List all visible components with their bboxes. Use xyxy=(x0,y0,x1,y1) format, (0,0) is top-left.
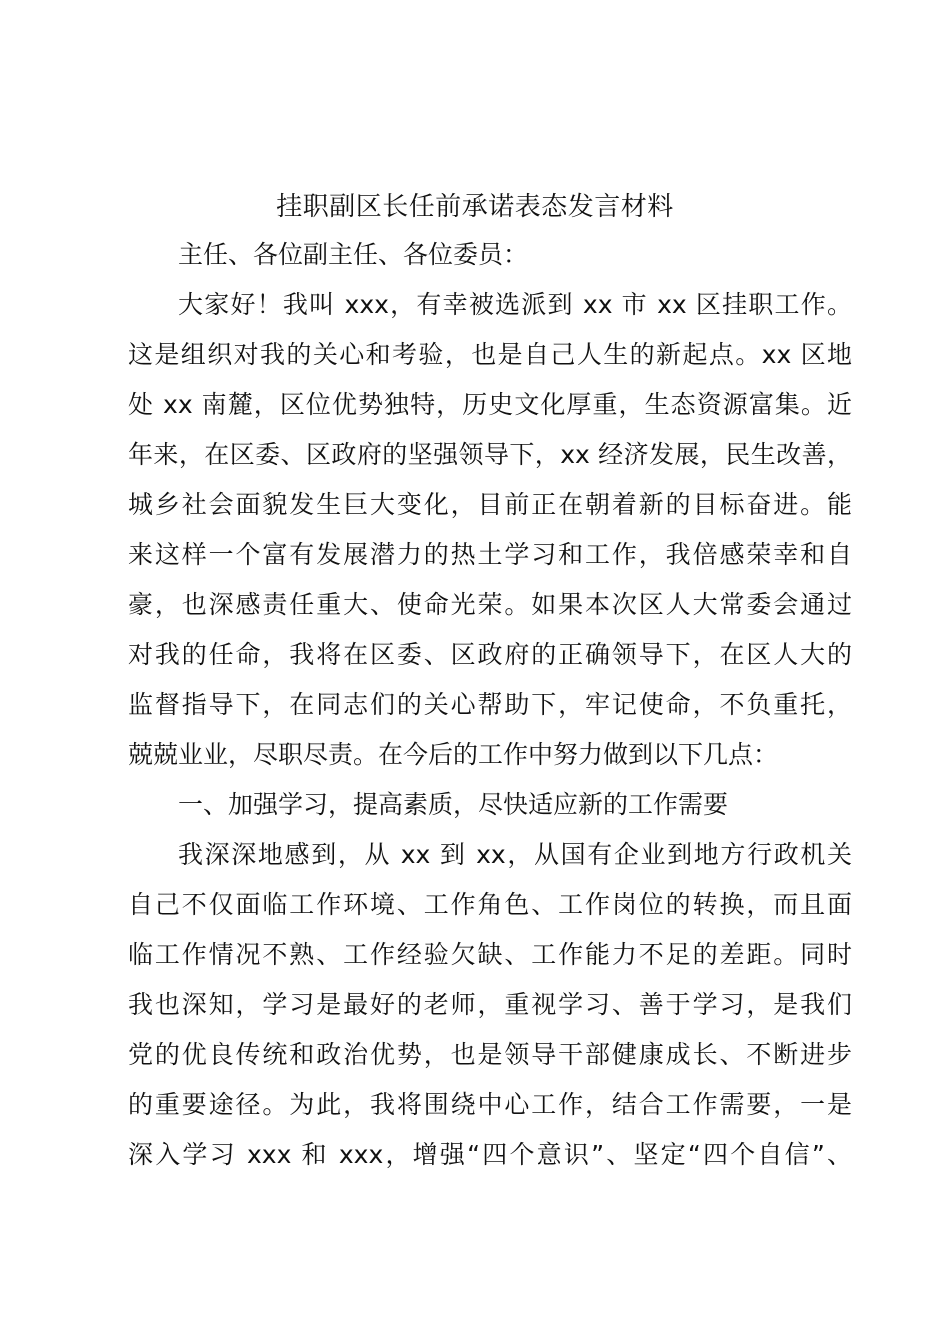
paragraph-1-line-3: 处 xx 南麓，区位优势独特，历史文化厚重，生态资源富集。近 xyxy=(128,390,852,419)
salutation: 主任、各位副主任、各位委员： xyxy=(178,240,529,269)
paragraph-2-line-5: 党的优良传统和政治优势，也是领导干部健康成长、不断进步 xyxy=(128,1040,852,1069)
paragraph-1-line-4: 年来，在区委、区政府的坚强领导下，xx 经济发展，民生改善， xyxy=(128,440,852,469)
paragraph-1-line-6: 来这样一个富有发展潜力的热土学习和工作，我倍感荣幸和自 xyxy=(128,540,852,569)
paragraph-1-line-8: 对我的任命，我将在区委、区政府的正确领导下，在区人大的 xyxy=(128,640,852,669)
paragraph-1-line-7: 豪，也深感责任重大、使命光荣。如果本次区人大常委会通过 xyxy=(128,590,852,619)
paragraph-2-line-7: 深入学习 xxx 和 xxx，增强“四个意识”、坚定“四个自信”、 xyxy=(128,1140,852,1169)
paragraph-2-line-6: 的重要途径。为此，我将围绕中心工作，结合工作需要，一是 xyxy=(128,1090,852,1119)
section-heading-1: 一、加强学习，提高素质，尽快适应新的工作需要 xyxy=(178,790,729,819)
document-title: 挂职副区长任前承诺表态发言材料 xyxy=(276,192,674,222)
paragraph-1-line-1: 大家好！我叫 xxx，有幸被选派到 xx 市 xx 区挂职工作。 xyxy=(178,290,852,319)
paragraph-1-line-9: 监督指导下，在同志们的关心帮助下，牢记使命，不负重托， xyxy=(128,690,852,719)
paragraph-2-line-3: 临工作情况不熟、工作经验欠缺、工作能力不足的差距。同时 xyxy=(128,940,852,969)
paragraph-2-line-1: 我深深地感到，从 xx 到 xx，从国有企业到地方行政机关 xyxy=(178,840,852,869)
paragraph-1-line-5: 城乡社会面貌发生巨大变化，目前正在朝着新的目标奋进。能 xyxy=(128,490,852,519)
paragraph-1-line-10: 兢兢业业，尽职尽责。在今后的工作中努力做到以下几点： xyxy=(128,740,779,769)
paragraph-1-line-2: 这是组织对我的关心和考验，也是自己人生的新起点。xx 区地 xyxy=(128,340,852,369)
paragraph-2-line-2: 自己不仅面临工作环境、工作角色、工作岗位的转换，而且面 xyxy=(128,890,852,919)
paragraph-2-line-4: 我也深知，学习是最好的老师，重视学习、善于学习，是我们 xyxy=(128,990,852,1019)
